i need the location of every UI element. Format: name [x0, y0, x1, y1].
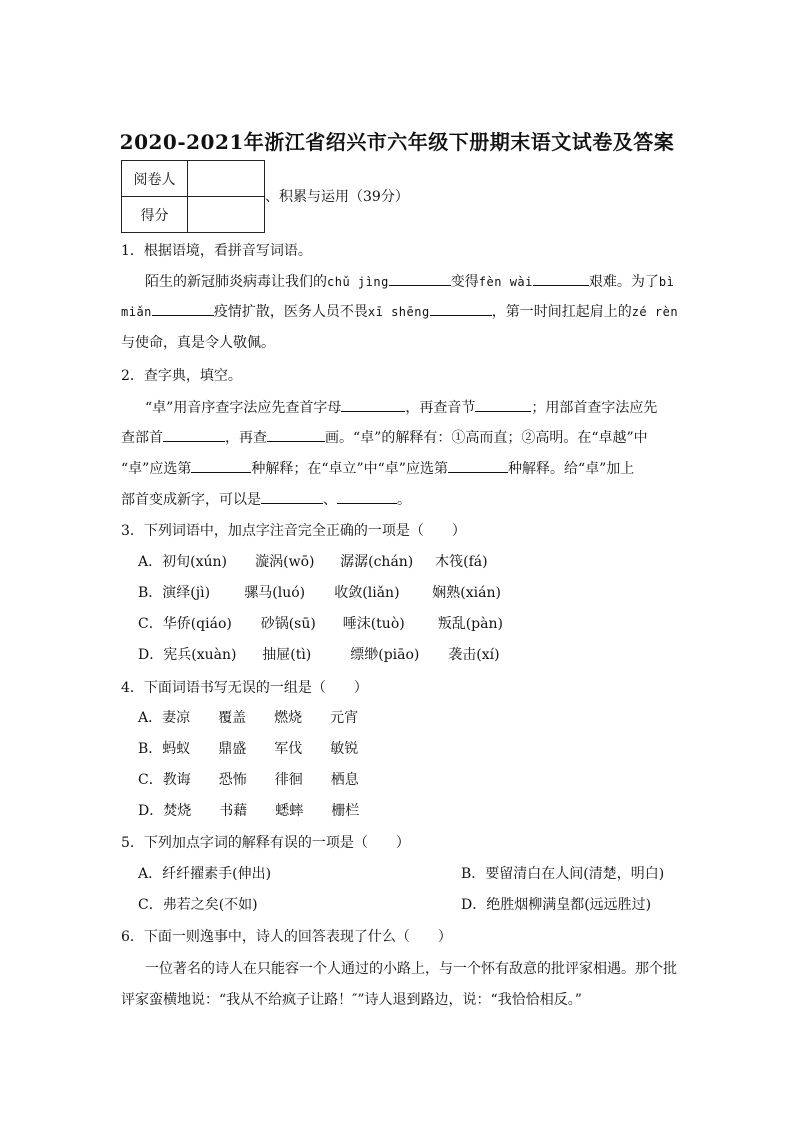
- q1-line-1: 陌生的新冠肺炎病毒让我们的chǔ jìng 变得fèn wài 艰难。为了bì: [145, 274, 675, 290]
- q5-option-d: D．绝胜烟柳满皇都(远远胜过): [461, 897, 652, 913]
- q2-line-2: 查部首 ，再查 画。“卓”的解释有：①高而直；②高明。在“卓越”中: [121, 430, 648, 446]
- q5-option-b: B．要留清白在人间(清楚，明白): [461, 866, 665, 882]
- q4-option-c: C．教诲 恐怖 徘徊 栖息: [138, 772, 359, 788]
- q3-option-c: C．华侨(qiáo) 砂锅(sū) 唾沫(tuò) 叛乱(pàn): [138, 616, 503, 632]
- q4-option-b: B．蚂蚁 鼎盛 军伐 敏锐: [138, 741, 359, 757]
- q1-stem: 1．根据语境，看拼音写词语。: [121, 243, 312, 259]
- section-heading: 、积累与运用（39分）: [265, 189, 409, 205]
- q3-stem: 3．下列词语中，加点字注音完全正确的一项是（ ）: [121, 523, 466, 539]
- q4-option-a: A．妻凉 覆盖 燃烧 元宵: [138, 710, 359, 726]
- q2-line-1: “卓”用音序查字法应先查首字母 ，再查音节 ；用部首查字法应先: [145, 400, 658, 416]
- q6-line-2: 评家蛮横地说：“我从不给疯子让路！″”诗人退到路边，说：“我恰恰相反。”: [121, 992, 582, 1008]
- score-label: 得分: [122, 197, 188, 233]
- q3-option-b: B．演绎(jì) 骡马(luó) 收敛(liǎn) 娴熟(xián): [138, 585, 501, 601]
- reviewer-cell: [188, 161, 265, 197]
- q3-option-d: D．宪兵(xuàn) 抽屉(tì) 缥缈(piāo) 袭击(xí): [138, 647, 500, 663]
- q3-option-a: A．初旬(xún) 漩涡(wō) 潺潺(chán) 木筏(fá): [138, 554, 488, 570]
- blank: [448, 460, 508, 473]
- page-title: 2020-2021年浙江省绍兴市六年级下册期末语文试卷及答案: [119, 130, 675, 154]
- q6-line-1: 一位著名的诗人在只能容一个人通过的小路上，与一个怀有敌意的批评家相遇。那个批: [145, 961, 677, 977]
- q1-line-3: 与使命，真是令人敬佩。: [121, 335, 275, 351]
- q2-stem: 2．查字典，填空。: [121, 368, 242, 384]
- q4-stem: 4．下面词语书写无误的一组是（ ）: [121, 680, 368, 696]
- blank: [267, 429, 325, 442]
- blank: [163, 429, 225, 442]
- blank: [389, 273, 451, 286]
- grader-table: [121, 160, 265, 233]
- blank: [533, 273, 589, 286]
- q1-line-2: miǎn 疫情扩散，医务人员不畏xī shēng ，第一时间扛起肩上的zé rèn: [121, 304, 679, 320]
- blank: [337, 491, 397, 504]
- blank: [152, 303, 214, 316]
- blank: [430, 303, 492, 316]
- blank: [341, 399, 405, 412]
- blank: [475, 399, 531, 412]
- q2-line-4: 部首变成新字，可以是 、 。: [121, 492, 411, 508]
- q5-option-a: A．纤纤擢素手(伸出): [138, 866, 272, 882]
- q5-option-c: C．弗若之矣(不如): [138, 897, 258, 913]
- reviewer-label: 阅卷人: [122, 161, 188, 197]
- q2-line-3: “卓”应选第 种解释；在“卓立”中“卓”应选第 种解释。给“卓”加上: [121, 461, 635, 477]
- score-cell: [188, 197, 265, 233]
- blank: [261, 491, 323, 504]
- blank: [191, 460, 251, 473]
- q5-stem: 5．下列加点字词的解释有误的一项是（ ）: [121, 835, 410, 851]
- q6-stem: 6．下面一则逸事中，诗人的回答表现了什么（ ）: [121, 929, 452, 945]
- q4-option-d: D．焚烧 书藉 蟋蟀 栅栏: [138, 803, 360, 819]
